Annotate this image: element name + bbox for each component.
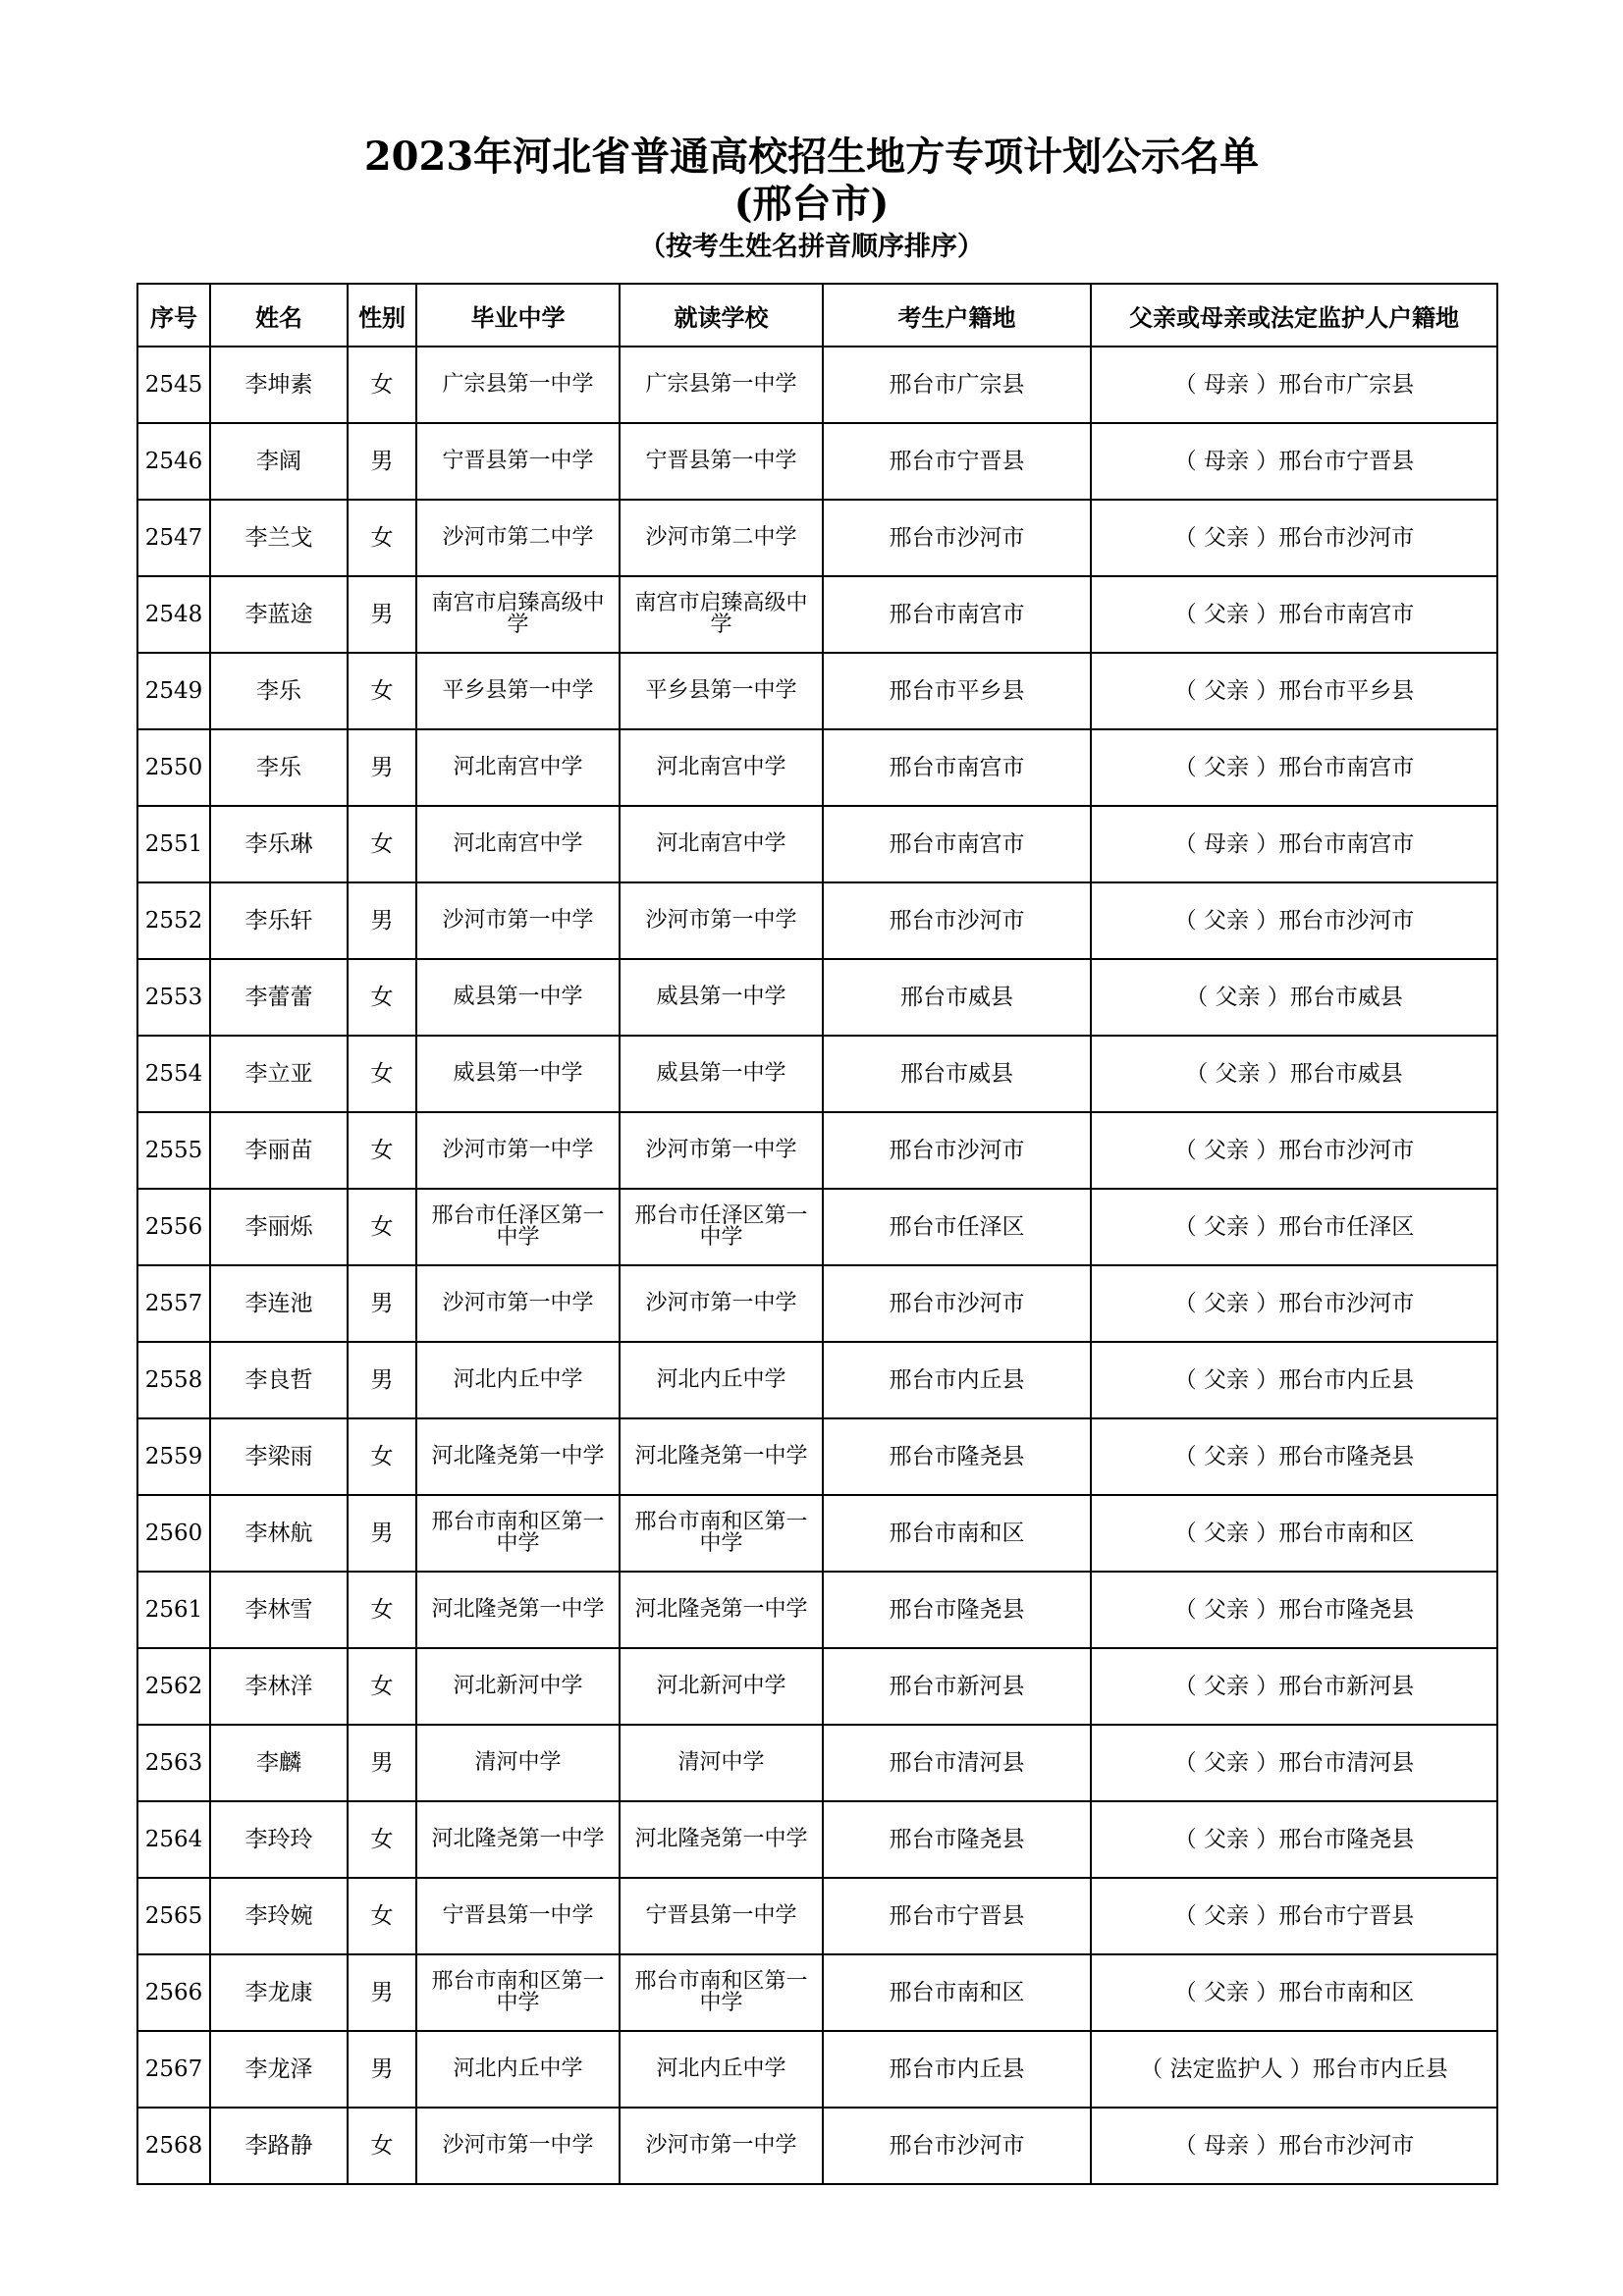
cell-serial: 2548: [137, 576, 210, 653]
cell-household: 邢台市宁晋县: [823, 1878, 1091, 1954]
cell-graduated-school: 河北新河中学: [416, 1648, 620, 1725]
table-row: [137, 1265, 1497, 1342]
cell-current-school: 沙河市第二中学: [620, 500, 823, 576]
cell-name: 李坤素: [210, 347, 348, 423]
cell-current-school: 沙河市第一中学: [620, 1265, 823, 1342]
cell-gender: 女: [348, 1112, 416, 1189]
cell-guardian-household: （ 父亲 ）邢台市南和区: [1091, 1495, 1497, 1572]
cell-graduated-school: 沙河市第一中学: [416, 882, 620, 959]
cell-guardian-household: （ 父亲 ）邢台市宁晋县: [1091, 1878, 1497, 1954]
header-name: 姓名: [210, 284, 348, 347]
cell-current-school: 邢台市南和区第一中学: [620, 1495, 823, 1572]
cell-name: 李连池: [210, 1265, 348, 1342]
cell-graduated-school: 河北南宫中学: [416, 806, 620, 882]
cell-serial: 2561: [137, 1572, 210, 1648]
sort-note: （按考生姓名拼音顺序排序）: [639, 232, 984, 262]
cell-name: 李玲玲: [210, 1801, 348, 1878]
cell-current-school: 沙河市第一中学: [620, 1112, 823, 1189]
cell-guardian-household: （ 母亲 ）邢台市南宫市: [1091, 806, 1497, 882]
cell-guardian-household: （ 父亲 ）邢台市清河县: [1091, 1725, 1497, 1801]
cell-serial: 2552: [137, 882, 210, 959]
cell-household: 邢台市沙河市: [823, 1265, 1091, 1342]
cell-current-school: 广宗县第一中学: [620, 347, 823, 423]
cell-gender: 女: [348, 1878, 416, 1954]
cell-graduated-school: 威县第一中学: [416, 1036, 620, 1112]
table-row: [137, 2031, 1497, 2108]
cell-name: 李林雪: [210, 1572, 348, 1648]
cell-guardian-household: （ 父亲 ）邢台市隆尧县: [1091, 1801, 1497, 1878]
cell-serial: 2556: [137, 1189, 210, 1265]
cell-graduated-school: 河北隆尧第一中学: [416, 1572, 620, 1648]
cell-household: 邢台市沙河市: [823, 1112, 1091, 1189]
cell-name: 李兰戈: [210, 500, 348, 576]
header-serial: 序号: [137, 284, 210, 347]
table-row: [137, 1878, 1497, 1954]
cell-current-school: 沙河市第一中学: [620, 2108, 823, 2184]
cell-name: 李林洋: [210, 1648, 348, 1725]
cell-current-school: 宁晋县第一中学: [620, 1878, 823, 1954]
cell-serial: 2553: [137, 959, 210, 1036]
cell-gender: 女: [348, 1189, 416, 1265]
cell-serial: 2566: [137, 1954, 210, 2031]
document-subtitle: (邢台市): [733, 181, 890, 227]
cell-name: 李龙泽: [210, 2031, 348, 2108]
cell-serial: 2546: [137, 423, 210, 500]
cell-graduated-school: 沙河市第一中学: [416, 1265, 620, 1342]
cell-gender: 男: [348, 882, 416, 959]
cell-graduated-school: 河北内丘中学: [416, 2031, 620, 2108]
cell-current-school: 沙河市第一中学: [620, 882, 823, 959]
cell-serial: 2563: [137, 1725, 210, 1801]
cell-graduated-school: 沙河市第一中学: [416, 2108, 620, 2184]
cell-graduated-school: 清河中学: [416, 1725, 620, 1801]
cell-gender: 男: [348, 423, 416, 500]
cell-graduated-school: 河北内丘中学: [416, 1342, 620, 1418]
cell-guardian-household: （ 父亲 ）邢台市平乡县: [1091, 653, 1497, 729]
cell-name: 李立亚: [210, 1036, 348, 1112]
cell-serial: 2555: [137, 1112, 210, 1189]
cell-gender: 男: [348, 1342, 416, 1418]
table-row: [137, 653, 1497, 729]
cell-household: 邢台市隆尧县: [823, 1418, 1091, 1495]
cell-graduated-school: 沙河市第二中学: [416, 500, 620, 576]
cell-household: 邢台市广宗县: [823, 347, 1091, 423]
cell-name: 李梁雨: [210, 1418, 348, 1495]
cell-guardian-household: （ 父亲 ）邢台市沙河市: [1091, 500, 1497, 576]
cell-serial: 2565: [137, 1878, 210, 1954]
cell-current-school: 河北隆尧第一中学: [620, 1418, 823, 1495]
cell-current-school: 河北隆尧第一中学: [620, 1572, 823, 1648]
cell-serial: 2557: [137, 1265, 210, 1342]
cell-household: 邢台市南宫市: [823, 576, 1091, 653]
table-row: [137, 882, 1497, 959]
cell-graduated-school: 南宫市启臻高级中学: [416, 576, 620, 653]
table-row: [137, 576, 1497, 653]
cell-guardian-household: （ 父亲 ）邢台市南宫市: [1091, 729, 1497, 806]
cell-current-school: 威县第一中学: [620, 1036, 823, 1112]
cell-household: 邢台市内丘县: [823, 1342, 1091, 1418]
cell-gender: 男: [348, 576, 416, 653]
cell-household: 邢台市平乡县: [823, 653, 1091, 729]
cell-guardian-household: （ 父亲 ）邢台市威县: [1091, 959, 1497, 1036]
cell-graduated-school: 河北南宫中学: [416, 729, 620, 806]
cell-household: 邢台市任泽区: [823, 1189, 1091, 1265]
cell-guardian-household: （ 父亲 ）邢台市任泽区: [1091, 1189, 1497, 1265]
cell-name: 李良哲: [210, 1342, 348, 1418]
cell-current-school: 河北隆尧第一中学: [620, 1801, 823, 1878]
cell-current-school: 河北南宫中学: [620, 729, 823, 806]
table-row: [137, 1342, 1497, 1418]
cell-guardian-household: （ 父亲 ）邢台市南和区: [1091, 1954, 1497, 2031]
cell-current-school: 威县第一中学: [620, 959, 823, 1036]
table-row: [137, 1725, 1497, 1801]
cell-name: 李蕾蕾: [210, 959, 348, 1036]
cell-graduated-school: 河北隆尧第一中学: [416, 1418, 620, 1495]
cell-current-school: 河北新河中学: [620, 1648, 823, 1725]
cell-guardian-household: （ 父亲 ）邢台市沙河市: [1091, 1112, 1497, 1189]
cell-household: 邢台市南宫市: [823, 729, 1091, 806]
table-row: [137, 1189, 1497, 1265]
cell-name: 李乐: [210, 653, 348, 729]
cell-gender: 女: [348, 347, 416, 423]
header-guardian-household: 父亲或母亲或法定监护人户籍地: [1091, 284, 1497, 347]
cell-name: 李蓝途: [210, 576, 348, 653]
cell-current-school: 邢台市南和区第一中学: [620, 1954, 823, 2031]
cell-name: 李玲婉: [210, 1878, 348, 1954]
cell-household: 邢台市新河县: [823, 1648, 1091, 1725]
cell-household: 邢台市南和区: [823, 1495, 1091, 1572]
cell-serial: 2549: [137, 653, 210, 729]
cell-household: 邢台市南宫市: [823, 806, 1091, 882]
cell-name: 李阔: [210, 423, 348, 500]
cell-serial: 2562: [137, 1648, 210, 1725]
cell-serial: 2551: [137, 806, 210, 882]
cell-graduated-school: 邢台市任泽区第一中学: [416, 1189, 620, 1265]
table-row: [137, 500, 1497, 576]
cell-graduated-school: 广宗县第一中学: [416, 347, 620, 423]
cell-gender: 女: [348, 653, 416, 729]
cell-household: 邢台市沙河市: [823, 2108, 1091, 2184]
cell-household: 邢台市威县: [823, 959, 1091, 1036]
cell-gender: 女: [348, 1801, 416, 1878]
table-row: [137, 1418, 1497, 1495]
cell-household: 邢台市威县: [823, 1036, 1091, 1112]
cell-gender: 女: [348, 1036, 416, 1112]
cell-gender: 女: [348, 500, 416, 576]
cell-serial: 2550: [137, 729, 210, 806]
cell-name: 李乐轩: [210, 882, 348, 959]
table-row: [137, 1572, 1497, 1648]
cell-serial: 2559: [137, 1418, 210, 1495]
cell-current-school: 河北内丘中学: [620, 1342, 823, 1418]
cell-gender: 男: [348, 1495, 416, 1572]
cell-gender: 男: [348, 1725, 416, 1801]
header-graduated-school: 毕业中学: [416, 284, 620, 347]
cell-current-school: 河北南宫中学: [620, 806, 823, 882]
table-row: [137, 1036, 1497, 1112]
cell-serial: 2560: [137, 1495, 210, 1572]
table-row: [137, 2108, 1497, 2184]
cell-graduated-school: 宁晋县第一中学: [416, 1878, 620, 1954]
cell-guardian-household: （ 父亲 ）邢台市隆尧县: [1091, 1418, 1497, 1495]
cell-guardian-household: （ 母亲 ）邢台市广宗县: [1091, 347, 1497, 423]
roster-table: [136, 283, 1498, 2185]
cell-household: 邢台市宁晋县: [823, 423, 1091, 500]
cell-graduated-school: 平乡县第一中学: [416, 653, 620, 729]
cell-serial: 2547: [137, 500, 210, 576]
cell-guardian-household: （ 父亲 ）邢台市沙河市: [1091, 882, 1497, 959]
cell-name: 李乐: [210, 729, 348, 806]
cell-current-school: 河北内丘中学: [620, 2031, 823, 2108]
cell-guardian-household: （ 父亲 ）邢台市沙河市: [1091, 1265, 1497, 1342]
cell-gender: 男: [348, 1265, 416, 1342]
cell-household: 邢台市南和区: [823, 1954, 1091, 2031]
cell-gender: 女: [348, 959, 416, 1036]
cell-current-school: 清河中学: [620, 1725, 823, 1801]
cell-gender: 女: [348, 2108, 416, 2184]
cell-serial: 2545: [137, 347, 210, 423]
cell-guardian-household: （ 母亲 ）邢台市沙河市: [1091, 2108, 1497, 2184]
cell-household: 邢台市沙河市: [823, 500, 1091, 576]
cell-household: 邢台市隆尧县: [823, 1572, 1091, 1648]
cell-guardian-household: （ 母亲 ）邢台市宁晋县: [1091, 423, 1497, 500]
cell-serial: 2564: [137, 1801, 210, 1878]
cell-graduated-school: 河北隆尧第一中学: [416, 1801, 620, 1878]
cell-household: 邢台市隆尧县: [823, 1801, 1091, 1878]
header-current-school: 就读学校: [620, 284, 823, 347]
cell-name: 李林航: [210, 1495, 348, 1572]
cell-current-school: 平乡县第一中学: [620, 653, 823, 729]
table-row: [137, 347, 1497, 423]
header-household: 考生户籍地: [823, 284, 1091, 347]
cell-name: 李麟: [210, 1725, 348, 1801]
cell-guardian-household: （ 父亲 ）邢台市威县: [1091, 1036, 1497, 1112]
cell-current-school: 南宫市启臻高级中学: [620, 576, 823, 653]
cell-guardian-household: （ 父亲 ）邢台市隆尧县: [1091, 1572, 1497, 1648]
cell-gender: 女: [348, 1572, 416, 1648]
cell-graduated-school: 邢台市南和区第一中学: [416, 1495, 620, 1572]
table-row: [137, 1801, 1497, 1878]
cell-serial: 2558: [137, 1342, 210, 1418]
cell-guardian-household: （ 父亲 ）邢台市南宫市: [1091, 576, 1497, 653]
cell-serial: 2568: [137, 2108, 210, 2184]
table-row: [137, 959, 1497, 1036]
cell-name: 李乐琳: [210, 806, 348, 882]
table-row: [137, 1495, 1497, 1572]
cell-household: 邢台市沙河市: [823, 882, 1091, 959]
cell-name: 李丽烁: [210, 1189, 348, 1265]
cell-serial: 2554: [137, 1036, 210, 1112]
cell-graduated-school: 威县第一中学: [416, 959, 620, 1036]
cell-current-school: 邢台市任泽区第一中学: [620, 1189, 823, 1265]
cell-graduated-school: 宁晋县第一中学: [416, 423, 620, 500]
cell-gender: 男: [348, 2031, 416, 2108]
table-row: [137, 1954, 1497, 2031]
cell-household: 邢台市内丘县: [823, 2031, 1091, 2108]
cell-name: 李龙康: [210, 1954, 348, 2031]
cell-household: 邢台市清河县: [823, 1725, 1091, 1801]
cell-name: 李路静: [210, 2108, 348, 2184]
cell-name: 李丽苗: [210, 1112, 348, 1189]
cell-guardian-household: （ 法定监护人 ）邢台市内丘县: [1091, 2031, 1497, 2108]
cell-graduated-school: 沙河市第一中学: [416, 1112, 620, 1189]
table-row: [137, 806, 1497, 882]
table-row: [137, 1112, 1497, 1189]
header-gender: 性别: [348, 284, 416, 347]
table-row: [137, 1648, 1497, 1725]
cell-serial: 2567: [137, 2031, 210, 2108]
cell-gender: 女: [348, 1418, 416, 1495]
cell-current-school: 宁晋县第一中学: [620, 423, 823, 500]
cell-guardian-household: （ 父亲 ）邢台市新河县: [1091, 1648, 1497, 1725]
cell-guardian-household: （ 父亲 ）邢台市内丘县: [1091, 1342, 1497, 1418]
table-row: [137, 423, 1497, 500]
table-row: [137, 729, 1497, 806]
cell-gender: 女: [348, 1648, 416, 1725]
cell-gender: 男: [348, 729, 416, 806]
document-title: 2023年河北省普通高校招生地方专项计划公示名单: [363, 133, 1260, 180]
cell-gender: 男: [348, 1954, 416, 2031]
cell-graduated-school: 邢台市南和区第一中学: [416, 1954, 620, 2031]
cell-gender: 女: [348, 806, 416, 882]
header-row: [137, 284, 1497, 347]
